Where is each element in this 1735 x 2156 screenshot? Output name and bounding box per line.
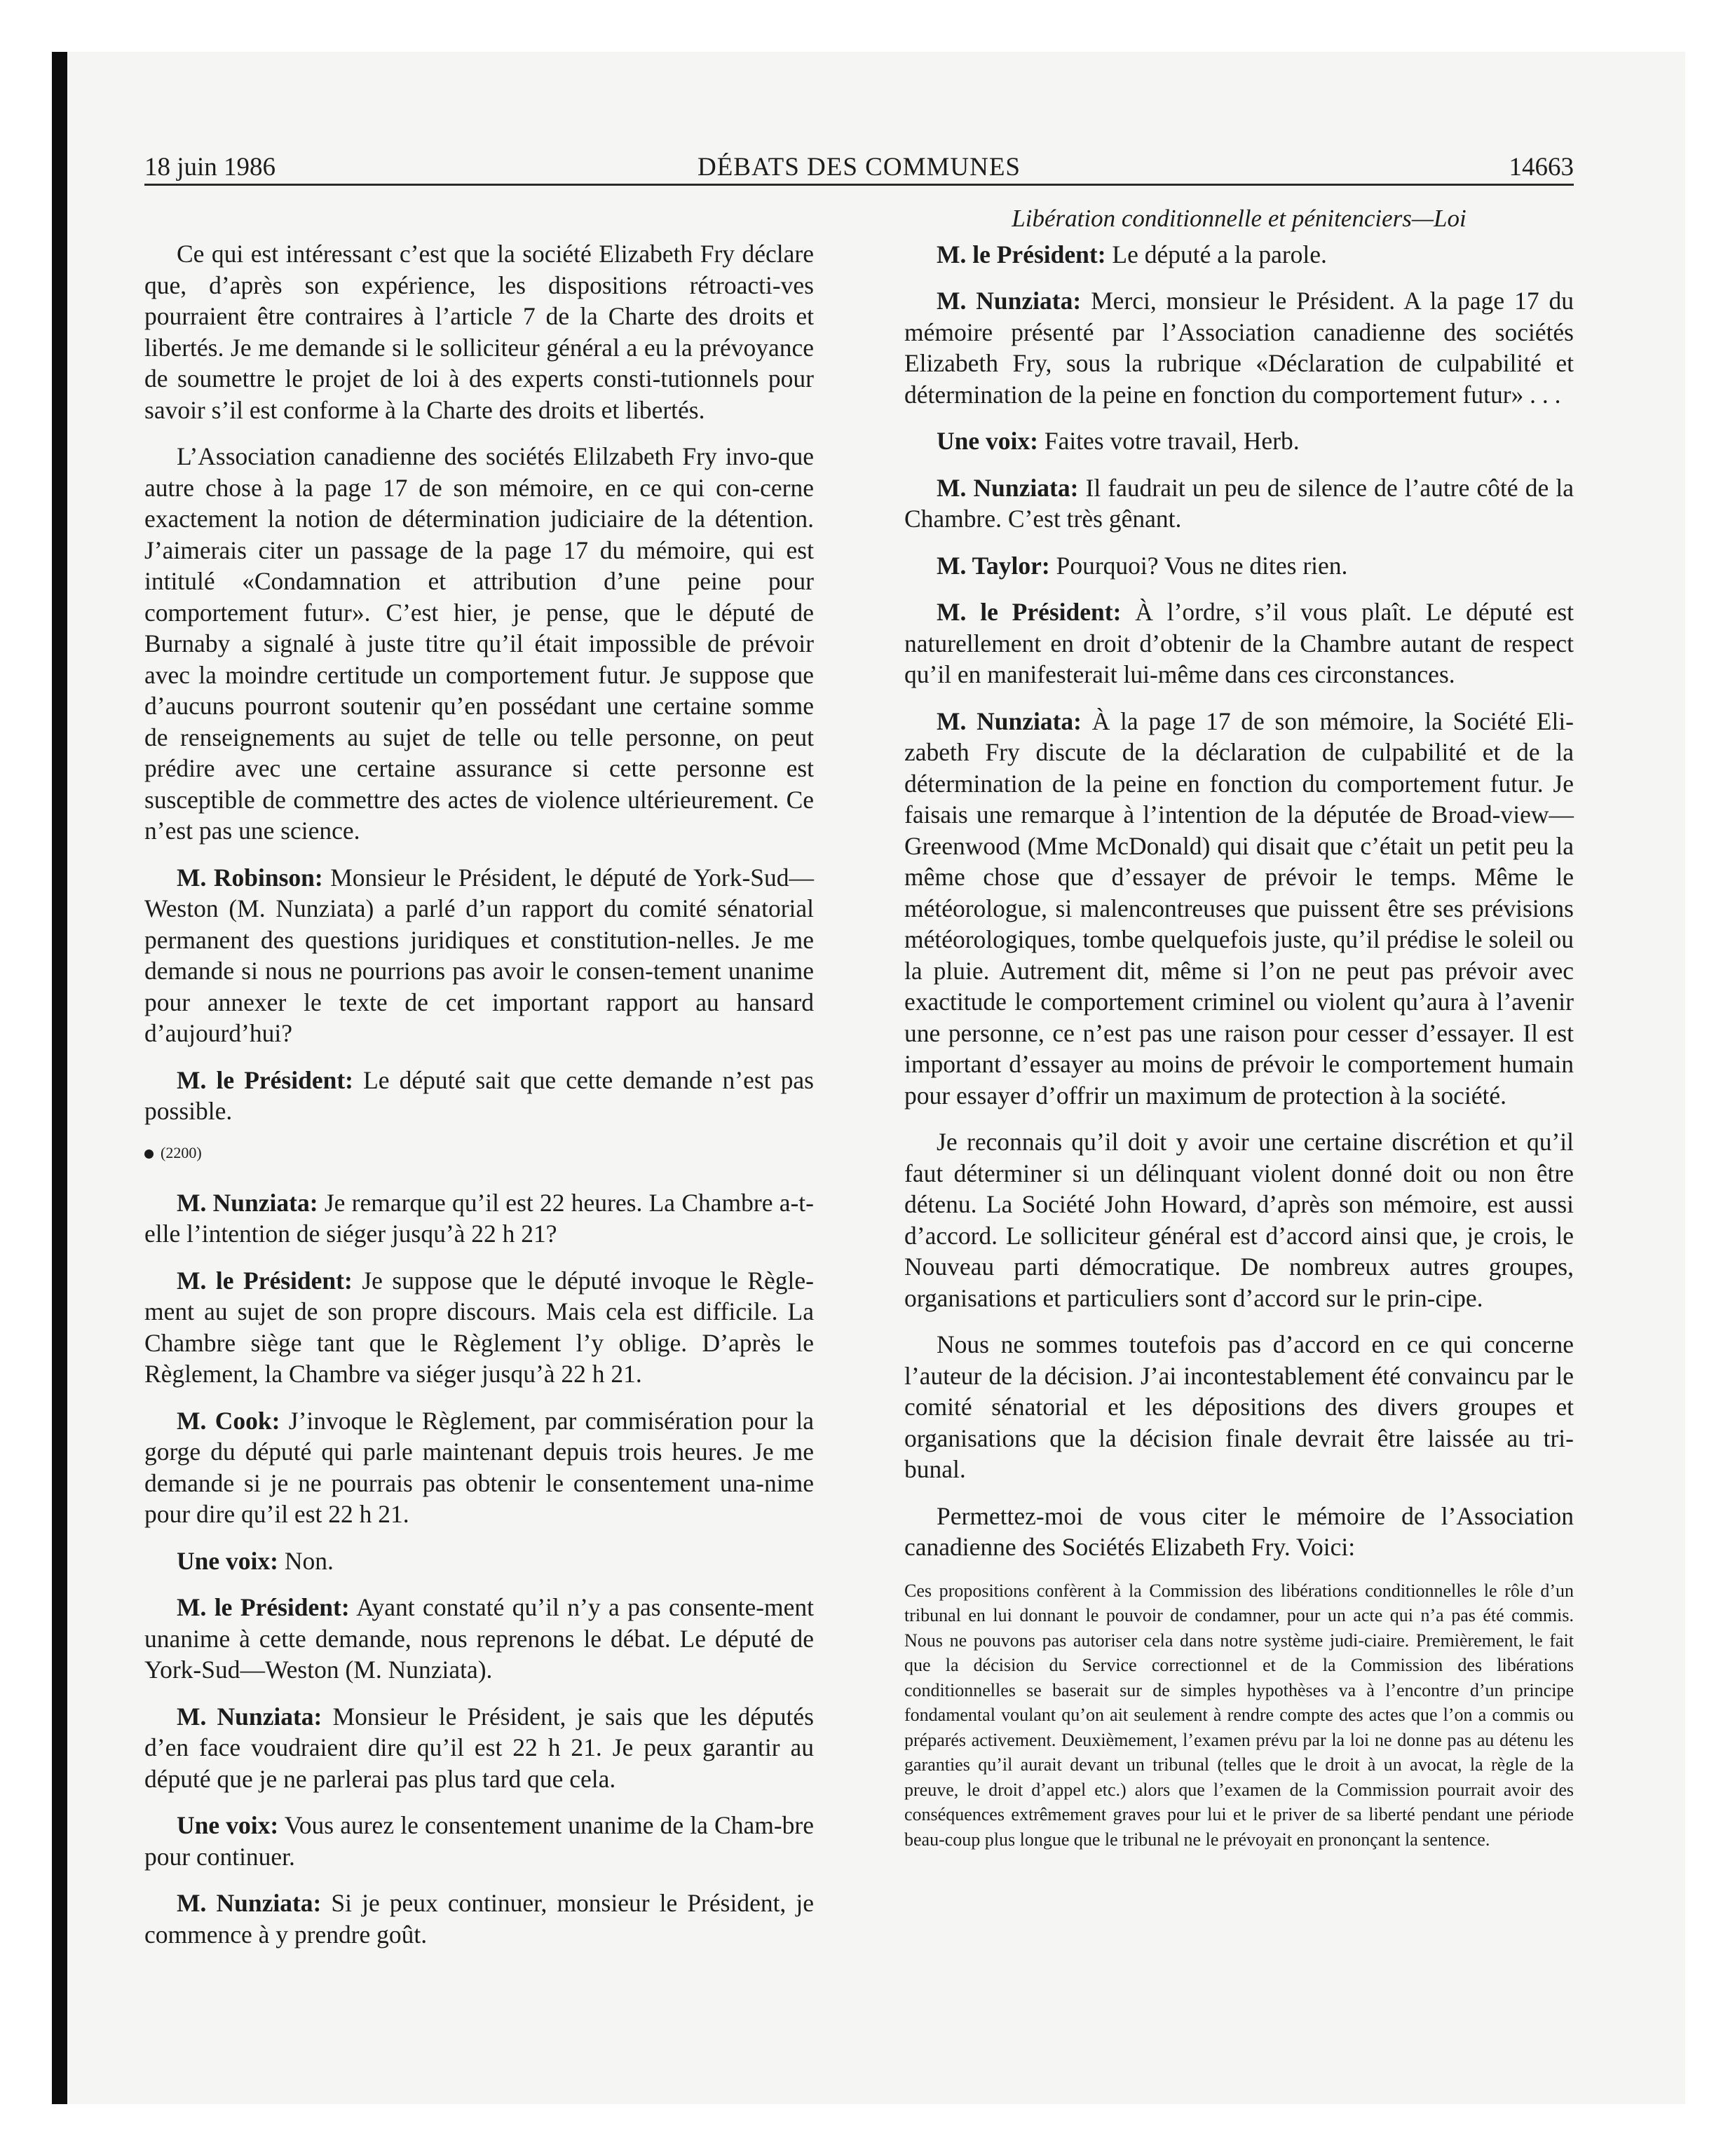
paragraph: [904, 1329, 1574, 1485]
time-marker-text: (2200): [161, 1143, 202, 1161]
paragraph: [904, 706, 1574, 1112]
paragraph: [144, 1888, 814, 1950]
speaker: Une voix:: [177, 1546, 278, 1575]
header-title: DÉBATS DES COMMUNES: [697, 153, 1021, 182]
paragraph-text: À la page 17 de son mémoire, la Société Eli-zabeth Fry discute de la déclaration de culpabilité et de la détermination de la peine en fonction du comportement futur. Je faisais une remarque à l’intention de la députée de Broad-view—Greenwood (Mme McDonald) qui disait que c’était un petit peu la même chose que d’essayer de prévoir le temps. Même le météorologue, si malencontreuses que puissent être ses prévisions météorologiques, tombe quelquefois juste, qu’il prédise le soleil ou la pluie. Autrement dit, même si l’on ne peut pas prévoir avec exactitude le comportement criminel ou violent qu’aura à l’avenir une personne, ce n’est pas une raison pour cesser d’essayer. Il est important d’essayer au moins de prévoir le comportement humain pour essayer d’offrir un maximum de protection à la société.: [904, 707, 1574, 1110]
paragraph-text: Je remarque qu’il est 22 heures. La Chambre a-t-elle l’intention de siéger jusqu’à 22 h 21?: [144, 1188, 814, 1248]
speaker: M. le Président:: [177, 1065, 353, 1094]
speaker: M. Nunziata:: [177, 1188, 318, 1217]
paragraph-text: Il faudrait un peu de silence de l’autre côté de la Chambre. C’est très gênant.: [904, 473, 1574, 533]
paragraph: [904, 1126, 1574, 1314]
speaker: M. Nunziata:: [937, 287, 1082, 315]
paragraph-text: Monsieur le Président, je sais que les députés d’en face voudraient dire qu’il est 22 h 21. Je peux garantir au député que je ne parlerai pas plus tard que cela.: [144, 1702, 814, 1793]
paragraph-text: Nous ne sommes toutefois pas d’accord en ce qui concerne l’auteur de la décision. J’ai incontestablement été convaincu par le comité sénatorial et les dépositions des divers groupes et organisations que la décision finale devrait être laissée au tri-bunal.: [904, 1330, 1574, 1483]
running-title: Libération conditionnelle et pénitenciers—Loi: [1012, 205, 1467, 232]
paragraph-text: Faites votre travail, Herb.: [1044, 427, 1300, 455]
paragraph: [904, 596, 1574, 690]
header-rule: [144, 184, 1574, 186]
paragraph: [144, 1405, 814, 1530]
paragraph: [144, 1265, 814, 1390]
right-column: [904, 203, 1574, 1867]
speaker: M. Taylor:: [937, 551, 1050, 580]
paragraph: [144, 862, 814, 1049]
paragraph: [904, 550, 1574, 582]
paragraph: [144, 441, 814, 847]
speaker: M. Robinson:: [177, 863, 323, 892]
paragraph-text: Ayant constaté qu’il n’y a pas consente-ment unanime à cette demande, nous reprenons le débat. Le député de York-Sud—Weston (M. Nunziata).: [144, 1593, 814, 1684]
speaker: M. le Président:: [937, 240, 1106, 268]
block-quote: Ces propositions confèrent à la Commission des libérations conditionnelles le rôle d’un tribunal en lui donnant le pouvoir de condamner, pour un acte qui n’a pas été commis. Nous ne pouvons pas autoriser cela dans notre système judi-ciaire. Premièrement, le fait que la décision du Service correctionnel et de la Commission des libérations conditionnelles se baserait sur de simples hypothèses va à l’encontre d’un principe fondamental voulant qu’on ait seulement à rendre compte des actes que l’on a commis ou préparés activement. Deuxièmement, l’examen prévu par la loi ne donne pas au détenu les garanties qu’il aurait devant un tribunal (telles que le droit à un avocat, la règle de la preuve, le droit d’appel etc.) alors que l’examen de la Commission pourrait avoir des conséquences extrêmement graves pour lui et le priver de sa liberté pendant une période beau-coup plus longue que le tribunal ne le prévoyait en prononçant la sentence.: [904, 1580, 1574, 1850]
paragraph-text: Je reconnais qu’il doit y avoir une certaine discrétion et qu’il faut déterminer si un délinquant violent donné doit ou non être détenu. La Société John Howard, d’après son mémoire, est aussi d’accord. Le solliciteur général est d’accord ainsi que, je crois, le Nouveau parti démocratique. De nombreux autres groupes, organisations et particuliers sont d’accord sur le prin-cipe.: [904, 1128, 1574, 1312]
paragraph-text: À l’ordre, s’il vous plaît. Le député est naturellement en droit d’obtenir de la Chambre autant de respect qu’il en manifesterait lui-même dans ces circonstances.: [904, 598, 1574, 688]
paragraph: [144, 1592, 814, 1686]
speaker: Une voix:: [937, 427, 1038, 455]
paragraph-text: Permettez-moi de vous citer le mémoire de l’Association canadienne des Sociétés Elizabeth Fry. Voici:: [904, 1501, 1574, 1561]
speaker: M. Cook:: [177, 1406, 280, 1435]
speaker: M. le Président:: [177, 1593, 350, 1621]
paragraph: [904, 425, 1574, 457]
header-date: 18 juin 1986: [144, 153, 276, 182]
speaker: M. Nunziata:: [177, 1702, 322, 1731]
paragraph: [144, 238, 814, 425]
paragraph-text: Pourquoi? Vous ne dites rien.: [1056, 551, 1348, 580]
paragraph-text: L’Association canadienne des sociétés Elilzabeth Fry invo-que autre chose à la page 17 de son mémoire, en ce qui con-cerne exactement la notion de détermination judiciaire de la détention. J’aimerais citer un passage de la page 17 du mémoire, qui est intitulé «Condamnation et attribution d’une peine pour comportement futur». C’est hier, je pense, que le député de Burnaby a signalé à juste titre qu’il était impossible de prévoir avec la moindre certitude un comportement futur. Je suppose que d’aucuns pourront soutenir qu’en possédant une certaine somme de renseignements au sujet de telle ou telle personne, on peut prédire avec une certaine assurance si cette personne est susceptible de commettre des actes de violence ultérieurement. Ce n’est pas une science.: [144, 442, 814, 845]
paragraph: [144, 1546, 814, 1577]
paragraph-text: Merci, monsieur le Président. A la page 17 du mémoire présenté par l’Association canadienne des sociétés Elizabeth Fry, sous la rubrique «Déclaration de culpabilité et détermination de la peine en fonction du comportement futur» . . .: [904, 287, 1574, 409]
paragraph: [904, 1501, 1574, 1563]
page-header: [144, 151, 1574, 184]
speaker: M. Nunziata:: [937, 473, 1079, 502]
paragraph-text: Monsieur le Président, le député de York-Sud—Weston (M. Nunziata) a parlé d’un rapport du comité sénatorial permanent des questions juridiques et constitution-nelles. Je me demande si nous ne pourrions pas avoir le consen-tement unanime pour annexer le texte de cet important rapport au hansard d’aujourd’hui?: [144, 863, 815, 1047]
page-number: 14663: [1509, 153, 1574, 182]
paragraph: [904, 285, 1574, 410]
paragraph: [904, 239, 1574, 271]
paragraph-text: Je suppose que le député invoque le Règle-ment au sujet de son propre discours. Mais cela est difficile. La Chambre siège tant que le Règlement l’y oblige. D’après le Règlement, la Chambre va siéger jusqu’à 22 h 21.: [144, 1266, 814, 1388]
paragraph: [144, 1701, 814, 1795]
speaker: M. Nunziata:: [177, 1889, 322, 1917]
paragraph-text: Ce qui est intéressant c’est que la société Elizabeth Fry déclare que, d’après son expérience, les dispositions rétroacti-ves pourraient être contraires à l’article 7 de la Charte des droits et libertés. Je me demande si le solliciteur général a eu la prévoyance de soumettre le projet de loi à des experts consti-tutionnels pour savoir s’il est conforme à la Charte des droits et libertés.: [144, 240, 814, 424]
paragraph: [144, 1187, 814, 1250]
paragraph: [904, 472, 1574, 535]
paragraph: [144, 1810, 814, 1872]
paragraph-text: Le député a la parole.: [1112, 240, 1327, 268]
paragraph-text: Si je peux continuer, monsieur le Président, je commence à y prendre goût.: [144, 1889, 814, 1949]
scan-edge: [52, 52, 67, 2104]
paragraph: [144, 1065, 814, 1127]
speaker: Une voix:: [177, 1811, 279, 1839]
left-column: [144, 238, 814, 1965]
paragraph-text: J’invoque le Règlement, par commisération pour la gorge du député qui parle maintenant depuis trois heures. Je me demande si je ne pourrais pas obtenir le consentement una-nime pour dire qu’il est 22 h 21.: [144, 1406, 814, 1528]
time-marker: [144, 1142, 814, 1164]
paragraph-text: Non.: [284, 1546, 334, 1575]
speaker: M. le Président:: [177, 1266, 353, 1295]
bullet-icon: [144, 1149, 154, 1159]
paragraph-text: Vous aurez le consentement unanime de la Cham-bre pour continuer.: [144, 1811, 814, 1871]
speaker: M. le Président:: [937, 598, 1122, 626]
speaker: M. Nunziata:: [937, 707, 1082, 735]
paragraph-text: Le député sait que cette demande n’est pas possible.: [144, 1065, 815, 1125]
